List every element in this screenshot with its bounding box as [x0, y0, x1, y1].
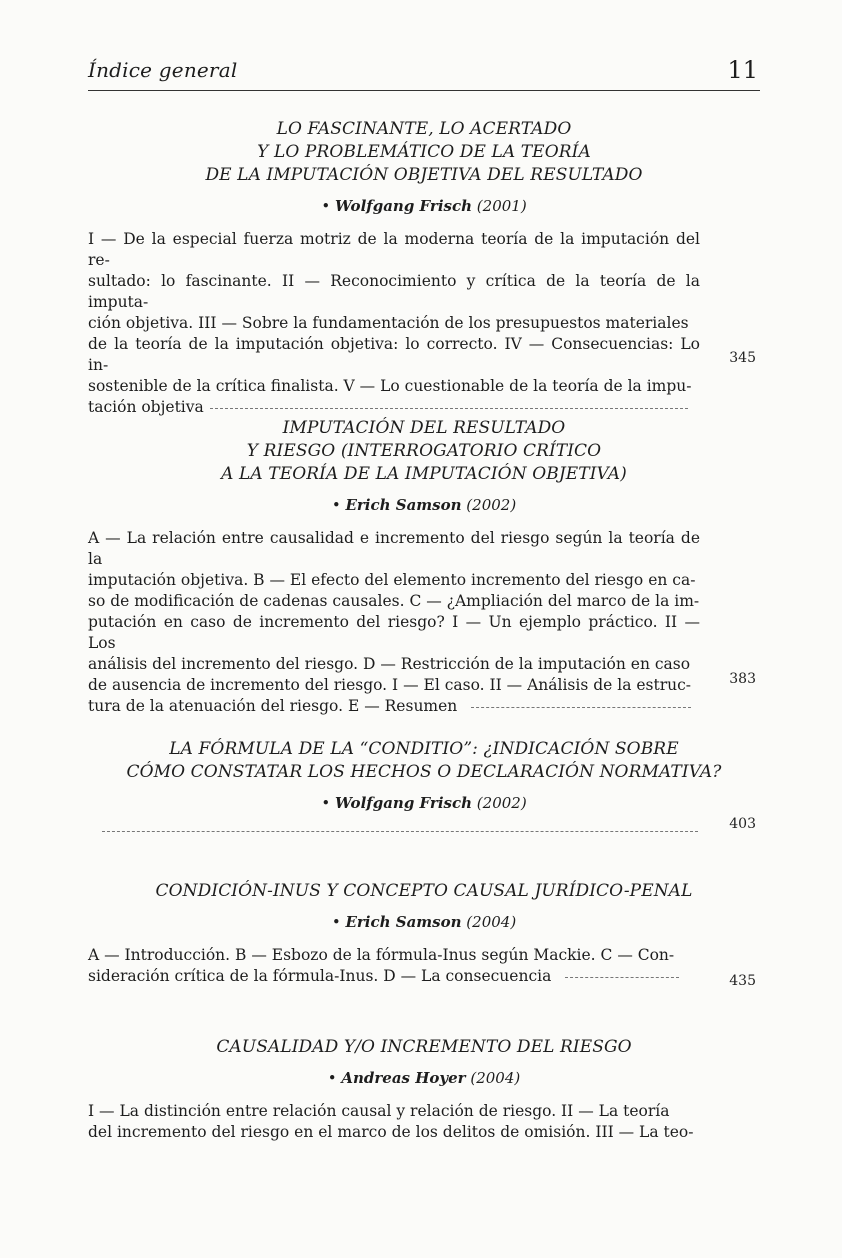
- entry-page-number: 383: [729, 671, 756, 687]
- desc-line: análisis del incremento del riesgo. D — Restricción de la imputación en caso: [88, 655, 691, 673]
- entry-description: [88, 945, 700, 987]
- dot-leader: [565, 977, 679, 978]
- desc-line: sideración crítica de la fórmula-Inus. D — La consecuencia: [88, 967, 552, 985]
- desc-line: putación en caso de incremento del riesgo? I — Un ejemplo práctico. II — Los: [88, 613, 700, 652]
- desc-line: de la teoría de la imputación objetiva: lo correcto. IV — Consecuencias: Lo in-: [88, 335, 700, 374]
- entry-title-line: IMPUTACIÓN DEL RESULTADO: [282, 418, 566, 438]
- entry-author: Wolfgang Frisch: [334, 794, 473, 812]
- desc-line: ción objetiva. III — Sobre la fundamentación de los presupuestos materiales: [88, 314, 689, 332]
- entry-year: (2004): [470, 1069, 521, 1087]
- entry-author-line: • Wolfgang Frisch (2001): [321, 197, 527, 215]
- desc-line: A — La relación entre causalidad e incremento del riesgo según la teoría de la: [88, 529, 700, 568]
- entry-title-line: DE LA IMPUTACIÓN OBJETIVA DEL RESULTADO: [205, 165, 643, 185]
- entry-author: Andreas Hoyer: [341, 1069, 466, 1087]
- toc-entry: [88, 1036, 760, 1143]
- desc-line: de ausencia de incremento del riesgo. I — El caso. II — Análisis de la estruc-: [88, 676, 692, 694]
- entry-page-number: 403: [729, 816, 756, 832]
- desc-last-line: [88, 397, 700, 418]
- entry-title-line: Y LO PROBLEMÁTICO DE LA TEORÍA: [257, 142, 591, 162]
- entry-title-line: CONDICIÓN-INUS Y CONCEPTO CAUSAL JURÍDICO-PENAL: [155, 881, 693, 901]
- entry-description: [88, 1101, 700, 1143]
- dot-leader: [210, 408, 688, 409]
- entry-title-line: CAUSALIDAD Y/O INCREMENTO DEL RIESGO: [216, 1037, 632, 1057]
- running-header: [88, 58, 760, 91]
- entry-description: [88, 528, 700, 717]
- entry-author-line: • Wolfgang Frisch (2002): [321, 794, 527, 812]
- desc-line: I — De la especial fuerza motriz de la moderna teoría de la imputación del re-: [88, 230, 700, 269]
- entry-author: Erich Samson: [345, 496, 462, 514]
- desc-line: tación objetiva: [88, 398, 204, 416]
- desc-line: del incremento del riesgo en el marco de los delitos de omisión. III — La teo-: [88, 1123, 694, 1141]
- entry-year: (2002): [466, 496, 517, 514]
- page-number: 11: [727, 56, 758, 84]
- entry-title-line: A LA TEORÍA DE LA IMPUTACIÓN OBJETIVA): [221, 464, 627, 484]
- entry-author-line: • Erich Samson (2002): [331, 496, 517, 514]
- running-header-title: Índice general: [88, 58, 238, 82]
- desc-line: so de modificación de cadenas causales. C — ¿Ampliación del marco de la im-: [88, 592, 700, 610]
- entry-author: Wolfgang Frisch: [334, 197, 473, 215]
- toc-entry: [88, 738, 760, 841]
- desc-line: I — La distinción entre relación causal y relación de riesgo. II — La teoría: [88, 1102, 670, 1120]
- entry-description: [88, 820, 700, 841]
- entry-title-line: LA FÓRMULA DE LA “CONDITIO”: ¿INDICACIÓN SOBRE: [169, 739, 679, 759]
- desc-line: sultado: lo fascinante. II — Reconocimiento y crítica de la teoría de la imputa-: [88, 272, 700, 311]
- entry-title-line: CÓMO CONSTATAR LOS HECHOS O DECLARACIÓN NORMATIVA?: [126, 762, 722, 782]
- entry-title: [114, 880, 734, 903]
- desc-last-line: [88, 696, 700, 717]
- entry-author-line: • Andreas Hoyer (2004): [327, 1069, 521, 1087]
- entry-author-line: • Erich Samson (2004): [331, 913, 517, 931]
- desc-line: imputación objetiva. B — El efecto del elemento incremento del riesgo en ca-: [88, 571, 696, 589]
- desc-line: A — Introducción. B — Esbozo de la fórmula-Inus según Mackie. C — Con-: [88, 946, 675, 964]
- entry-title: [114, 118, 734, 187]
- desc-line: sostenible de la crítica finalista. V — Lo cuestionable de la teoría de la impu-: [88, 377, 692, 395]
- entry-page-number: 435: [729, 973, 756, 989]
- entry-description: [88, 229, 700, 418]
- entry-year: (2002): [476, 794, 527, 812]
- desc-last-line: [88, 966, 700, 987]
- dot-leader: [102, 831, 698, 832]
- toc-entry: [88, 417, 760, 717]
- entry-title-line: Y RIESGO (INTERROGATORIO CRÍTICO: [246, 441, 602, 461]
- entry-page-number: 345: [729, 350, 756, 366]
- entry-year: (2001): [476, 197, 527, 215]
- entry-title-line: LO FASCINANTE, LO ACERTADO: [276, 119, 572, 139]
- entry-title: [114, 417, 734, 486]
- toc-entry: [88, 880, 760, 987]
- entry-title: [114, 738, 734, 784]
- desc-line: tura de la atenuación del riesgo. E — Resumen: [88, 697, 458, 715]
- entry-year: (2004): [466, 913, 517, 931]
- entry-author: Erich Samson: [345, 913, 462, 931]
- dot-leader: [471, 707, 691, 708]
- entry-title: [114, 1036, 734, 1059]
- toc-entry: [88, 118, 760, 418]
